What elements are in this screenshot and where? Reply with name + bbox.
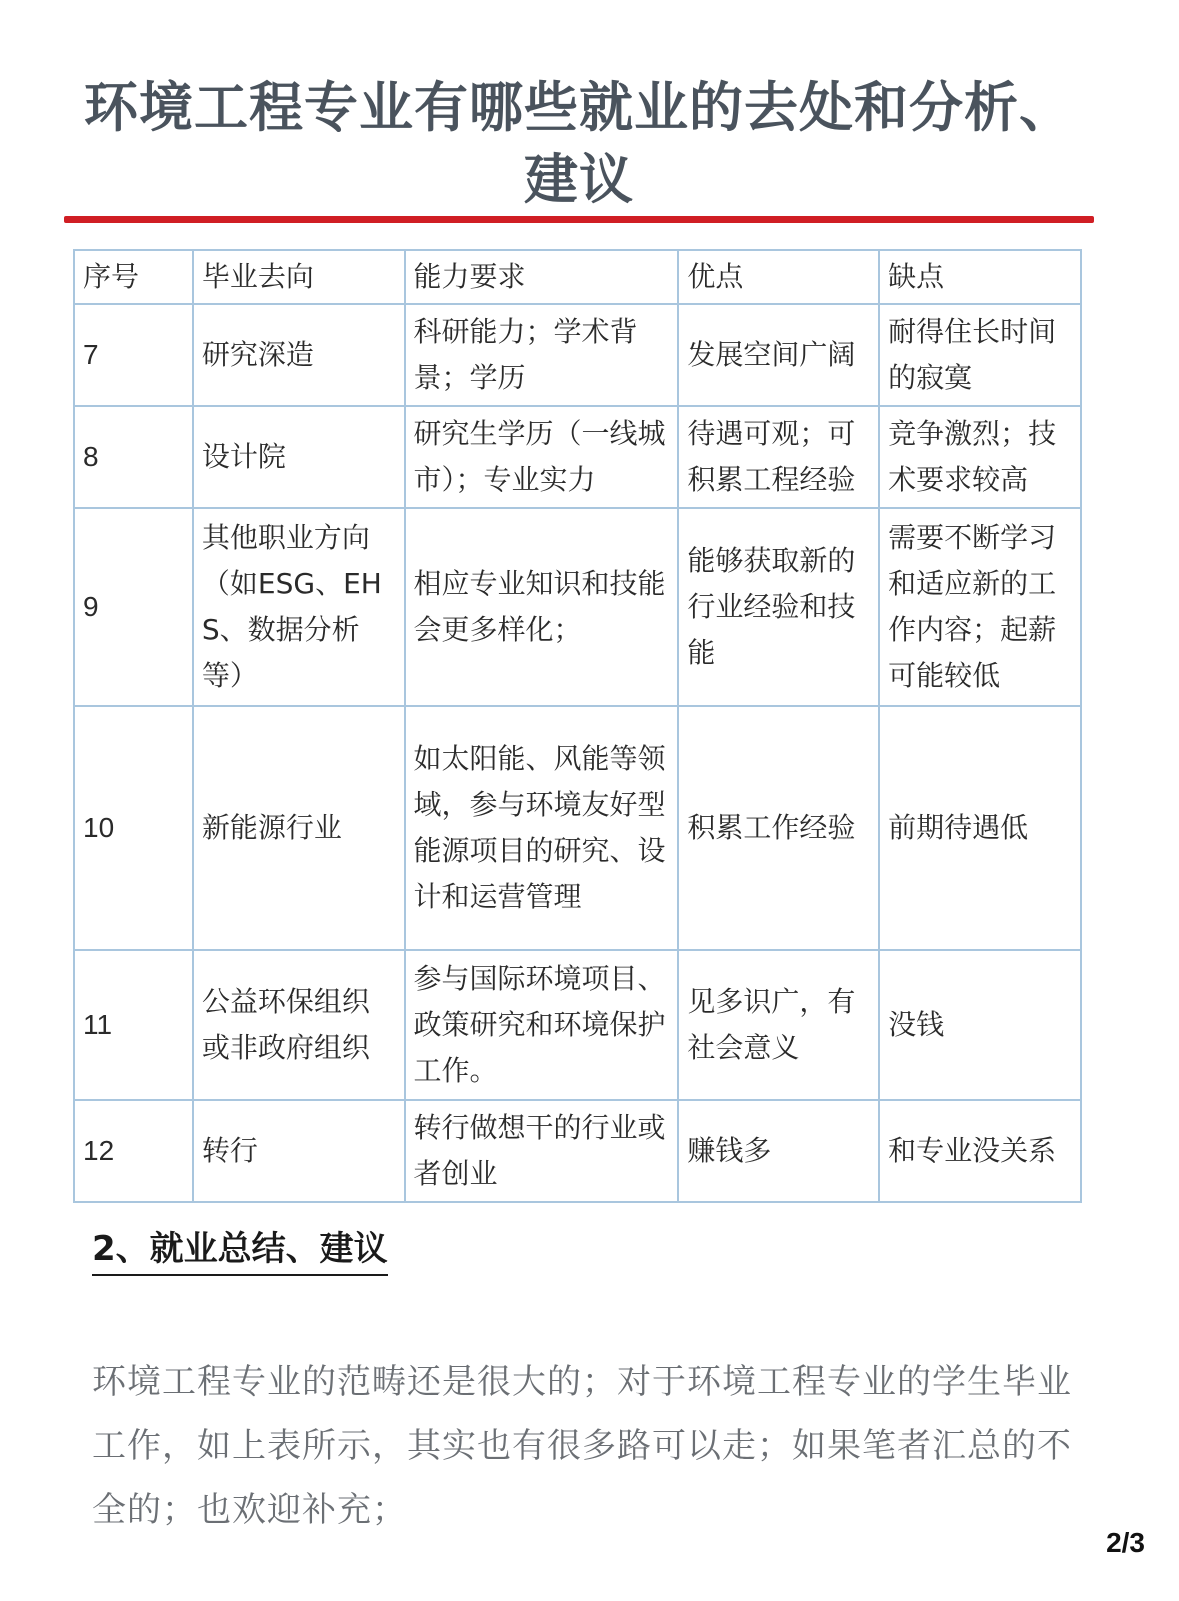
cell-requirements: 科研能力；学术背景；学历 xyxy=(405,304,679,406)
cell-direction: 转行 xyxy=(193,1100,405,1202)
cell-cons: 耐得住长时间的寂寞 xyxy=(879,304,1081,406)
table-header-row xyxy=(74,250,1081,304)
table-row xyxy=(74,706,1081,950)
header-requirements: 能力要求 xyxy=(405,250,679,304)
cell-pros: 能够获取新的行业经验和技能 xyxy=(678,508,879,706)
cell-requirements: 转行做想干的行业或者创业 xyxy=(405,1100,679,1202)
cell-cons: 竞争激烈；技术要求较高 xyxy=(879,406,1081,508)
cell-requirements: 参与国际环境项目、政策研究和环境保护工作。 xyxy=(405,950,679,1100)
cell-no: 12 xyxy=(74,1100,193,1202)
page-indicator: 2/3 xyxy=(1106,1527,1145,1558)
table-row xyxy=(74,406,1081,508)
header-pros: 优点 xyxy=(678,250,879,304)
document-title: 环境工程专业有哪些就业的去处和分析、建议 xyxy=(84,76,1074,211)
cell-direction: 设计院 xyxy=(193,406,405,508)
cell-pros: 积累工作经验 xyxy=(678,706,879,950)
cell-cons: 和专业没关系 xyxy=(879,1100,1081,1202)
cell-pros: 发展空间广阔 xyxy=(678,304,879,406)
cell-direction: 其他职业方向（如ESG、EHS、数据分析等） xyxy=(193,508,405,706)
cell-pros: 待遇可观；可积累工程经验 xyxy=(678,406,879,508)
header-no: 序号 xyxy=(74,250,193,304)
career-table xyxy=(73,249,1082,1203)
cell-pros: 见多识广，有社会意义 xyxy=(678,950,879,1100)
cell-pros: 赚钱多 xyxy=(678,1100,879,1202)
cell-cons: 没钱 xyxy=(879,950,1081,1100)
cell-direction: 新能源行业 xyxy=(193,706,405,950)
table-row xyxy=(74,304,1081,406)
cell-requirements: 如太阳能、风能等领域，参与环境友好型能源项目的研究、设计和运营管理 xyxy=(405,706,679,950)
cell-no: 8 xyxy=(74,406,193,508)
cell-requirements: 相应专业知识和技能会更多样化； xyxy=(405,508,679,706)
cell-no: 10 xyxy=(74,706,193,950)
header-direction: 毕业去向 xyxy=(193,250,405,304)
cell-no: 11 xyxy=(74,950,193,1100)
table-row xyxy=(74,1100,1081,1202)
cell-no: 7 xyxy=(74,304,193,406)
table-row xyxy=(74,508,1081,706)
cell-cons: 需要不断学习和适应新的工作内容；起薪可能较低 xyxy=(879,508,1081,706)
section-heading: 2、就业总结、建议 xyxy=(92,1224,388,1276)
cell-direction: 公益环保组织或非政府组织 xyxy=(193,950,405,1100)
cell-requirements: 研究生学历（一线城市）；专业实力 xyxy=(405,406,679,508)
cell-direction: 研究深造 xyxy=(193,304,405,406)
cell-cons: 前期待遇低 xyxy=(879,706,1081,950)
summary-paragraph: 环境工程专业的范畴还是很大的；对于环境工程专业的学生毕业工作，如上表所示，其实也有很多路可以走；如果笔者汇总的不全的；也欢迎补充； xyxy=(92,1362,1072,1530)
header-cons: 缺点 xyxy=(879,250,1081,304)
cell-no: 9 xyxy=(74,508,193,706)
title-divider xyxy=(64,216,1094,223)
table-row xyxy=(74,950,1081,1100)
